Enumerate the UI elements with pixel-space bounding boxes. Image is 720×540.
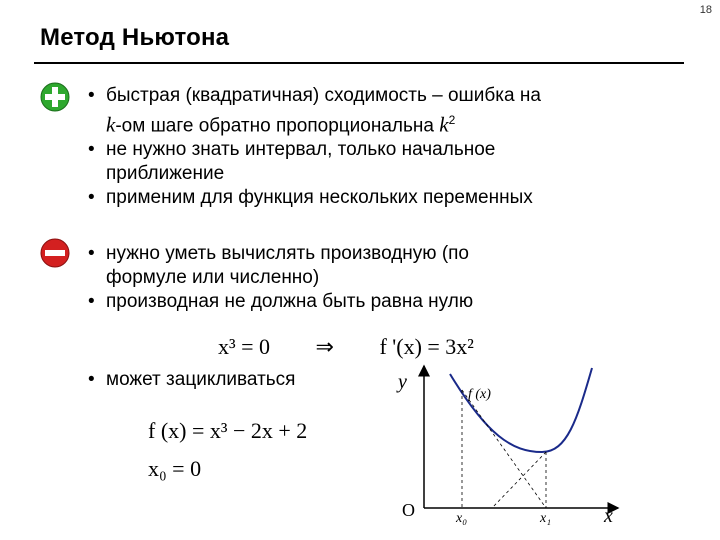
- pros-item-1-text: -ом шаге обратно пропорциональна: [115, 115, 440, 137]
- implies-arrow: ⇒: [315, 334, 334, 359]
- x0-label: x₀: [456, 511, 468, 525]
- pros-item-3: [88, 186, 541, 210]
- pros-item-1-line1: быстрая (квадратичная) сходимость – ошибка на: [106, 85, 541, 106]
- pros-item-2-line2: приближение: [106, 163, 225, 185]
- slide-number: 18: [699, 4, 712, 16]
- newton-graph: [392, 360, 632, 530]
- origin-label: O: [402, 500, 415, 520]
- plus-icon: [40, 82, 70, 112]
- cons-item-3: [88, 368, 295, 392]
- cons-list: [88, 242, 473, 314]
- pros-item-2-line1: не нужно знать интервал, только начальное: [106, 139, 496, 161]
- pros-item-1: [88, 84, 541, 138]
- k-squared: k: [439, 112, 449, 137]
- derivative-formula: [218, 334, 474, 360]
- function-curve: [450, 368, 592, 452]
- cons-item-2-line1: производная не должна быть равна нулю: [106, 291, 474, 312]
- cons-item-1-line2: формуле или численно): [106, 267, 320, 288]
- cons-item-1-line1: нужно уметь вычислять производную (по: [106, 243, 470, 264]
- pros-item-1-line2: [106, 108, 541, 138]
- cons-list-extra: [88, 368, 295, 392]
- pros-list: [88, 84, 541, 210]
- cons-item-2: [88, 290, 473, 314]
- cons-item-1: [88, 242, 473, 290]
- title-underline: [34, 62, 684, 64]
- formula-lhs: x³ = 0: [218, 334, 271, 359]
- k-symbol: k: [106, 112, 116, 137]
- graph-svg: [392, 360, 632, 525]
- cons-item-3-line1: может зацикливаться: [106, 369, 296, 390]
- curve-label: f (x): [468, 387, 491, 402]
- page-title: Метод Ньютона: [40, 24, 230, 51]
- y-axis-label: y: [398, 371, 407, 393]
- pros-item-2: [88, 138, 541, 186]
- exponent: 2: [448, 113, 456, 127]
- x1-label: x₁: [540, 511, 552, 525]
- initial-value-formula: x₀ = 0: [148, 456, 202, 481]
- formula-rhs: f '(x) = 3x²: [379, 334, 474, 359]
- minus-icon: [40, 238, 70, 268]
- next-tangent-line: [492, 452, 546, 508]
- x-axis-label: x: [604, 505, 613, 525]
- tangent-line: [462, 390, 546, 508]
- pros-item-3-line1: применим для функция нескольких переменных: [106, 187, 533, 209]
- function-formula: f (x) = x³ − 2x + 2: [148, 418, 308, 443]
